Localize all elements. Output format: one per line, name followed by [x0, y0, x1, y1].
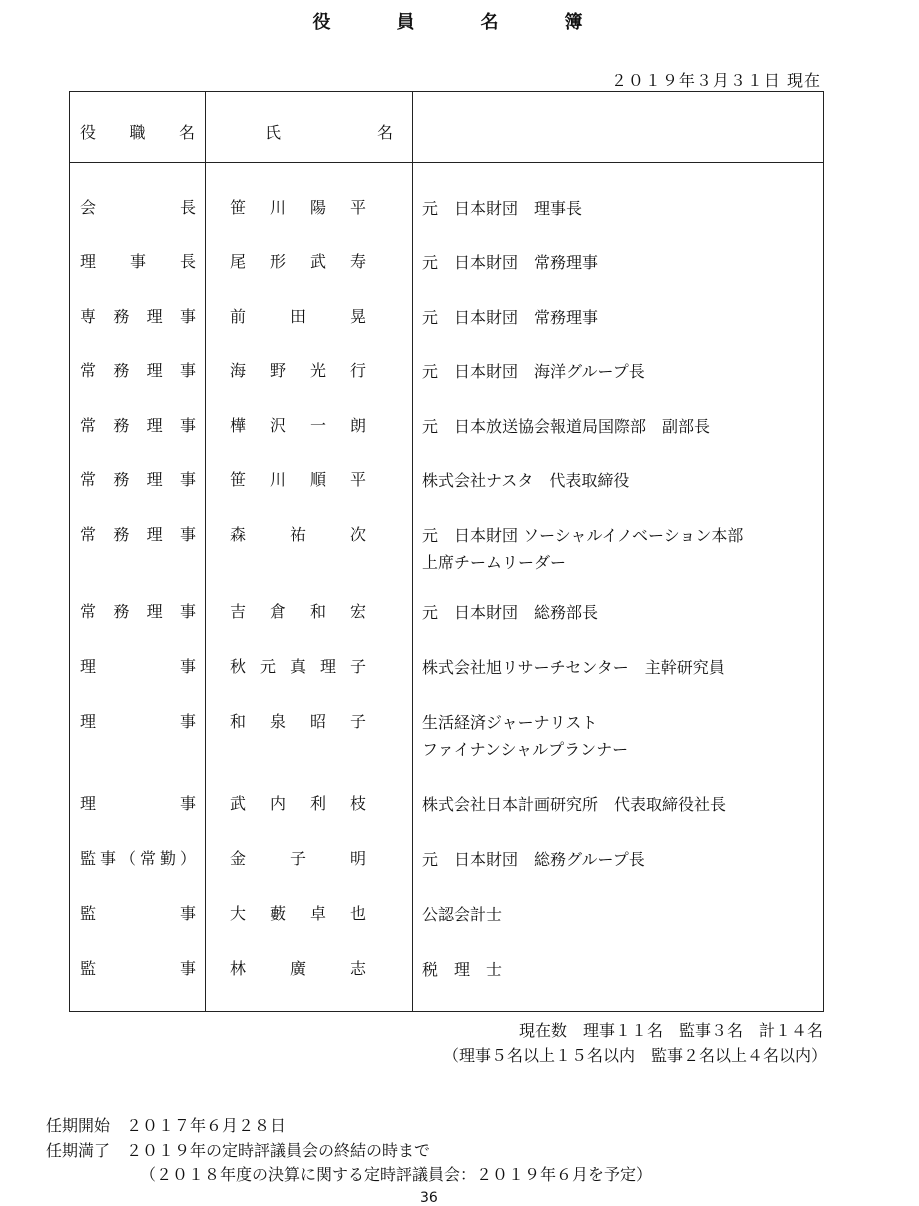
officer-title: 常務理事 [80, 416, 196, 435]
term-note: （２０１８年度の決算に関する定時評議員会：２０１９年６月を予定） [140, 1165, 653, 1184]
officer-name: 森祐次 [230, 525, 366, 544]
officer-title: 理事 [80, 794, 196, 813]
officer-name: 笹川順平 [230, 470, 366, 489]
officer-title: 常務理事 [80, 470, 196, 489]
column-divider-1 [205, 92, 206, 1011]
affiliation-line: 元 日本財団 総務部長 [422, 603, 599, 622]
officer-title: 監事 [80, 904, 196, 923]
term-start: 任期開始 ２０１７年６月２８日 [46, 1116, 287, 1135]
officers-table [69, 91, 824, 1012]
officer-title: 常務理事 [80, 525, 196, 544]
officer-title: 監事（常勤） [80, 849, 196, 868]
affiliation-line: 元 日本財団 常務理事 [422, 253, 599, 272]
officer-affiliation [422, 901, 812, 928]
officer-name: 樺沢一朗 [230, 416, 366, 435]
officer-name: 大藪卓也 [230, 904, 366, 923]
officer-name: 吉倉和宏 [230, 602, 366, 621]
affiliation-line: 元 日本財団 総務グループ長 [422, 850, 645, 869]
officer-affiliation [422, 709, 812, 763]
officer-name: 武内利枝 [230, 794, 366, 813]
affiliation-line: 上席チームリーダー [422, 553, 567, 572]
affiliation-line: 株式会社ナスタ 代表取締役 [422, 471, 630, 490]
officer-name: 金子明 [230, 849, 366, 868]
officer-title: 理事 [80, 712, 196, 731]
affiliation-line: 税 理 士 [422, 960, 503, 979]
officer-affiliation [422, 522, 812, 576]
officer-affiliation [422, 195, 812, 222]
officer-title: 常務理事 [80, 361, 196, 380]
officer-affiliation [422, 956, 812, 983]
affiliation-line: 公認会計士 [422, 905, 503, 924]
officer-name: 尾形武寿 [230, 252, 366, 271]
affiliation-line: 生活経済ジャーナリスト [422, 713, 598, 732]
officer-affiliation [422, 304, 812, 331]
officer-title: 常務理事 [80, 602, 196, 621]
officer-title: 理事 [80, 657, 196, 676]
summary-rule: （理事５名以上１５名以内 監事２名以上４名以内） [442, 1046, 827, 1065]
officer-title: 理事長 [80, 252, 196, 271]
officer-affiliation [422, 358, 812, 385]
officer-name: 海野光行 [230, 361, 366, 380]
officer-affiliation [422, 846, 812, 873]
column-divider-2 [412, 92, 413, 1011]
affiliation-line: 株式会社旭リサーチセンター 主幹研究員 [422, 658, 725, 677]
term-end: 任期満了 ２０１９年の定時評議員会の終結の時まで [46, 1141, 431, 1160]
officer-affiliation [422, 413, 812, 440]
affiliation-line: 株式会社日本計画研究所 代表取締役社長 [422, 795, 727, 814]
officer-name: 前田晃 [230, 307, 366, 326]
officer-title: 専務理事 [80, 307, 196, 326]
header-name: 氏 名 [265, 123, 434, 142]
document-title: 役 員 名 簿 [312, 12, 607, 33]
officer-name: 秋元真理子 [230, 657, 366, 676]
officer-title: 会長 [80, 198, 196, 217]
affiliation-line: 元 日本財団 海洋グループ長 [422, 362, 645, 381]
header-title: 役職名 [80, 123, 195, 142]
officer-name: 笹川陽平 [230, 198, 366, 217]
affiliation-line: ファイナンシャルプランナー [422, 740, 629, 759]
affiliation-line: 元 日本財団 常務理事 [422, 308, 599, 327]
officer-name: 和泉昭子 [230, 712, 366, 731]
officer-affiliation [422, 249, 812, 276]
page-number: 36 [420, 1190, 438, 1206]
officer-affiliation [422, 654, 812, 681]
affiliation-line: 元 日本財団 理事長 [422, 199, 583, 218]
header-divider [70, 162, 823, 163]
officer-name: 林廣志 [230, 959, 366, 978]
officer-affiliation [422, 467, 812, 494]
officer-affiliation [422, 791, 812, 818]
affiliation-line: 元 日本財団 ソーシャルイノベーション本部 [422, 526, 744, 545]
summary-count: 現在数 理事１１名 監事３名 計１４名 [518, 1021, 823, 1040]
officer-affiliation [422, 599, 812, 626]
affiliation-line: 元 日本放送協会報道局国際部 副部長 [422, 417, 711, 436]
as-of-date: ２０１９年３月３１日 現在 [610, 71, 821, 90]
officer-title: 監事 [80, 959, 196, 978]
